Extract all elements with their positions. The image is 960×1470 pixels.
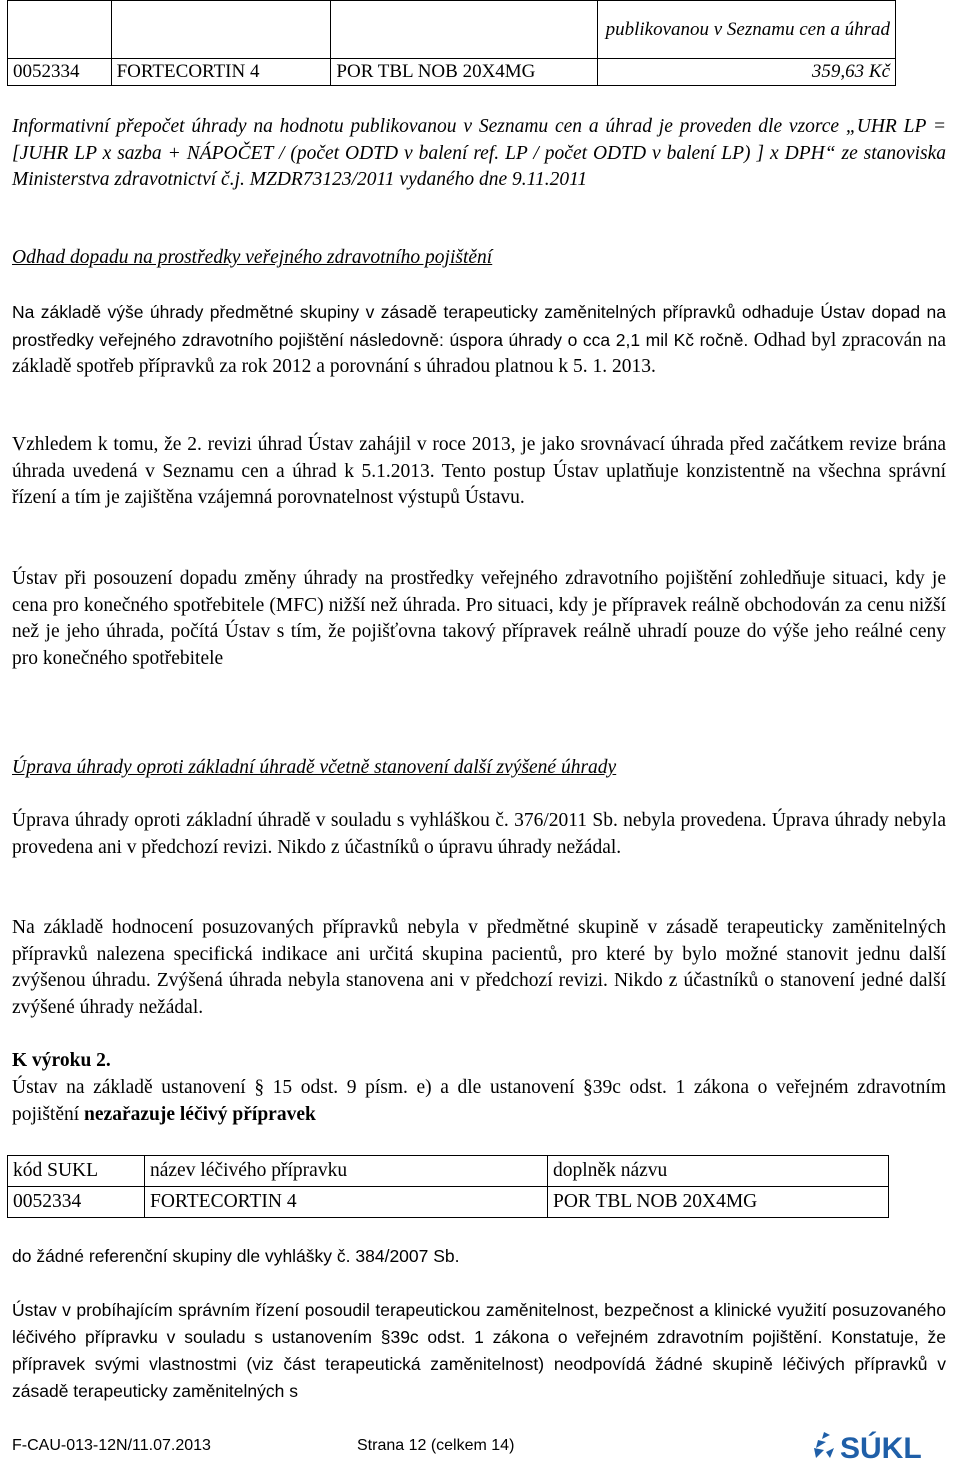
ruling-bold-text: nezařazuje léčivý přípravek	[84, 1103, 316, 1125]
price-name-cell: FORTECORTIN 4	[111, 59, 331, 86]
price-code-cell: 0052334	[8, 59, 112, 86]
section-heading-impact: Odhad dopadu na prostředky veřejného zdravotního pojištění	[12, 247, 493, 268]
price-header-cell: publikovanou v Seznamu cen a úhrad	[597, 1, 895, 59]
row-supplement: POR TBL NOB 20X4MG	[548, 1187, 889, 1218]
ruling-paragraph	[12, 1075, 946, 1128]
no-group-paragraph: do žádné referenční skupiny dle vyhlášky č. 384/2007 Sb.	[12, 1246, 460, 1266]
impact-paragraph-sans: Na základě výše úhrady předmětné skupiny v zásadě terapeuticky zaměnitelných přípravků odhaduje Ústav dopad na prostředky veřejného zdravotního pojištění následovně: úspora úhrady o cca 2,1 mil Kč ročně.	[12, 302, 946, 350]
sukl-logo-text: SÚKL	[840, 1432, 922, 1464]
price-supplement-cell: POR TBL NOB 20X4MG	[331, 59, 597, 86]
row-name: FORTECORTIN 4	[145, 1187, 548, 1218]
price-table	[7, 0, 896, 86]
adjustment-paragraph: Úprava úhrady oproti základní úhradě v souladu s vyhláškou č. 376/2011 Sb. nebyla provedena. Úprava úhrady nebyla provedena ani v předchozí revizi. Nikdo z účastníků o úpravu úhrady nežádal.	[12, 810, 946, 858]
header-code: kód SUKL	[8, 1156, 145, 1187]
sukl-logo-mark	[814, 1432, 834, 1458]
sukl-logo	[808, 1426, 948, 1464]
header-name: název léčivého přípravku	[145, 1156, 548, 1187]
form-code: F-CAU-013-12N/11.07.2013	[12, 1437, 211, 1454]
section-heading-adjustment: Úprava úhrady oproti základní úhradě včetně stanovení další zvýšené úhrady	[12, 757, 617, 778]
page-footer	[12, 1432, 948, 1462]
info-paragraph: Informativní přepočet úhrady na hodnotu publikovanou v Seznamu cen a úhrad je proveden dle vzorce „UHR LP = [JUHR LP x sazba + NÁPOČET / (počet ODTD v balení ref. LP / počet ODTD v balení LP) ] x DPH“ ze stanoviska Ministerstva zdravotnictví č.j. MZDR73123/2011 vydaného dne 9.11.2011	[12, 116, 946, 191]
product-table	[7, 1155, 889, 1218]
impact-paragraph-serif: Odhad byl zpracován na základě spotřeb přípravků za rok 2012 a porovnání s úhradou platnou k 5. 1. 2013.	[12, 329, 946, 378]
header-supplement: doplněk názvu	[548, 1156, 889, 1187]
impact-paragraph	[12, 299, 946, 381]
increased-reimbursement-paragraph: Na základě hodnocení posuzovaných přípravků nebyla v předmětné skupině v zásadě terapeuticky zaměnitelných přípravků nalezena specifická indikace ani určitá skupina pacientů, pro které by bylo možné stanovit jednu další zvýšenou úhradu. Zvýšená úhrada nebyla stanovena ani v předchozí revizi. Nikdo z účastníků o stanovení jedné další zvýšené úhrady nežádal.	[12, 917, 946, 1018]
page-number: Strana 12 (celkem 14)	[357, 1437, 515, 1454]
comparison-paragraph: Vzhledem k tomu, že 2. revizi úhrad Ústav zahájil v roce 2013, je jako srovnávací úhrada před začátkem revize brána úhrada uvedená v Seznamu cen a úhrad k 5.1.2013. Tento postup Ústav uplatňuje konzistentně na všechna správní řízení a tím je zajištěna vzájemná porovnatelnost výstupů Ústavu.	[12, 434, 946, 509]
mfc-paragraph: Ústav při posouzení dopadu změny úhrady na prostředky veřejného zdravotního pojištění zohledňuje situaci, kdy je cena pro konečného spotřebitele (MFC) nižší než úhrada. Pro situaci, kdy je přípravek reálně obchodován za cenu nižší než je jeho úhrada, počítá Ústav s tím, že pojišťovna takový přípravek reálně uhradí pouze do výše jeho reálné ceny pro konečného spotřebitele	[12, 568, 946, 669]
row-code: 0052334	[8, 1187, 145, 1218]
section-heading-ruling-2: K výroku 2.	[12, 1050, 111, 1071]
ruling-text: Ústav na základě ustanovení § 15 odst. 9 písm. e) a dle ustanovení §39c odst. 1 zákona o veřejném zdravotním pojištění	[12, 1077, 946, 1125]
evaluation-paragraph: Ústav v probíhajícím správním řízení posoudil terapeutickou zaměnitelnost, bezpečnost a klinické využití posuzovaného léčivého přípravku v souladu s ustanovením §39c odst. 1 zákona o veřejném zdravotním pojištění. Konstatuje, že přípravek svými vlastnostmi (viz část terapeutická zaměnitelnost) neodpovídá žádné skupině léčivých přípravků v zásadě terapeuticky zaměnitelných s	[12, 1300, 946, 1401]
price-value-cell: 359,63 Kč	[597, 59, 895, 86]
